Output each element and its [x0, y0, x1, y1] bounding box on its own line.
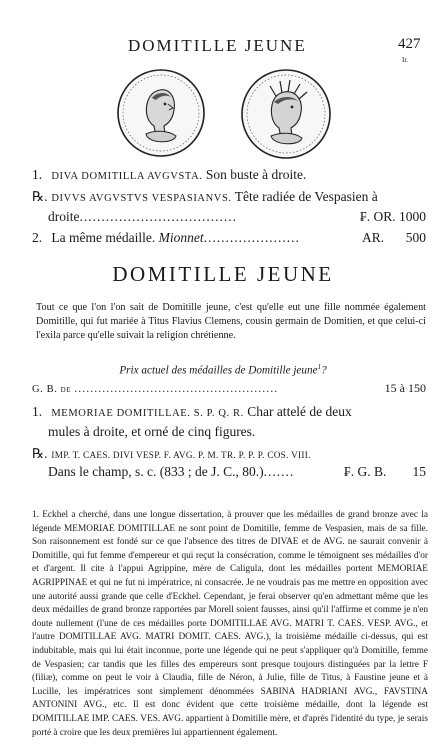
coin-description: Son buste à droite.	[205, 167, 307, 182]
coin-legend: IMP. T. CAES. DIVI VESP. F. AVG. P. M. TR. P. P. P. COS. VIII.	[51, 450, 311, 460]
domitilla-portrait-coin	[116, 68, 206, 158]
metal: ₣. OR.	[360, 209, 396, 224]
entry-2	[32, 230, 426, 246]
price: 500	[405, 230, 426, 245]
gb-label: G. B. de	[32, 384, 72, 395]
coin-description-cont: mules à droite, et orné de cinq figures.	[48, 424, 256, 439]
coin-legend: DIVA DOMITILLA AVGVSTA.	[51, 171, 203, 182]
coin-legend: DIVVS AVGVSTVS VESPASIANVS.	[51, 193, 232, 204]
gb-price-line	[32, 381, 426, 396]
coin-description-cont: Dans le champ, s. c. (833 ; de J. C., 80.)	[48, 464, 264, 479]
entry-number: 2.	[32, 230, 43, 245]
leader-dots: ....................................	[79, 209, 237, 224]
metal: ₣. G. B.	[344, 464, 387, 479]
price: 15	[412, 464, 426, 479]
reverse-mark: ℞.	[32, 446, 48, 461]
coin-description: La même médaille.	[51, 230, 156, 245]
entry-3-reverse	[32, 446, 311, 462]
gb-value: 15 à 150	[384, 381, 426, 395]
entry-1-reverse	[32, 189, 378, 205]
reverse-mark: ℞.	[32, 189, 48, 204]
coin-description: Tête radiée de Vespasien à	[234, 189, 378, 204]
entry-number: 1.	[32, 167, 43, 182]
footnote: 1. Eckhel a cherché, dans une longue dissertation, à prouver que les médailles de grand bronze avec la légende MEMORIAE DOMITILLAE ne sont point de Domitille, femme de Vespasien, mais de sa fille. Son raisonnement est fondé sur ce que l'absence des titres de DIVAE et de AVG. ne saurait convenir à Domitille, qui fut femme d'empereur et qui reçut la consécration, comme le témoignent ses médailles d'or et d'argent. Il cite à l'appui Agrippine, mère de Caligula, dont les médailles portent MEMORIAE AGRIPPINAE et qui ne fut ni impératrice, ni consacrée. Je ne voudrais pas me mettre en opposition avec une autorité aussi grande que celle d'Eckhel. Cependant, je ferai observer qu'en admettant même que les deux médailles de grand bronze rapportées par Morell soient fausses, ainsi qu'il l'affirme et comme je n'en doute nullement (l'une de ces médailles porte DOMITILLAE AVG. MATRI T. CAES. VESP. AVG., et l'autre DOMITILLAE AVG. MATRI DOMIT. CAES. AVG.), la troisième médaille ci-dessus, qui est indubitable, mais qui lui était inconnue, porte une légende qui ne peut s'appliquer qu'à Domitille, femme de Vespasien; car tandis que les filles des empereurs sont presque toujours distinguées par la lettre F (filiæ), comme on peut le voir à Claudia, fille de Néron, à Julie, fille de Titus, à Faustine jeune et à Lucille, les impératrices sont simplement dénommées SABINA HADRIANI AVG., FAVSTINA ANTONINI AVG., etc. Il est donc évident que cette troisième médaille, dont la légende est DOMITILLAE IMP. CAES. VES. AVG. appartient à Domitille mère, et d'après l'identité du type, je serais porté à croire que les deux premières lui appartiennent également.	[32, 510, 428, 738]
coin-description: Char attelé de deux	[247, 404, 352, 419]
intro-paragraph: Tout ce que l'on l'on sait de Domitille jeune, c'est qu'elle eut une fille nommée également Domitille, qui fut mariée à Titus Flavius Clemens, cousin germain de Domitien, et que celui-ci l'exila parce qu'elle suivait la religion chrétienne.	[36, 302, 426, 341]
footnote-ref: 1	[317, 363, 322, 371]
price-heading-text: Prix actuel des médailles de Domitille jeune	[119, 364, 318, 377]
signature-mark: Ir.	[402, 56, 409, 64]
running-title: DOMITILLE JEUNE	[128, 36, 307, 55]
entry-1-reverse-line2	[48, 209, 426, 225]
entry-3-obverse	[32, 404, 352, 420]
entry-3-obverse-line2	[48, 424, 255, 440]
coin-description-cont: droite	[48, 209, 80, 224]
page-number: 427	[398, 36, 421, 52]
coin-illustrations	[0, 68, 446, 158]
leader-dots: ...................................................	[74, 381, 279, 395]
price: 1000	[399, 209, 426, 224]
leader-dots: .......	[263, 464, 295, 479]
entry-number: 1.	[32, 404, 43, 419]
reference-author: Mionnet	[158, 230, 204, 245]
price-heading	[0, 363, 446, 377]
section-title: DOMITILLE JEUNE	[112, 262, 334, 286]
leader-dots: ......................	[203, 230, 300, 245]
vespasian-radiate-coin	[240, 68, 332, 160]
coin-legend: MEMORIAE DOMITILLAE. S. P. Q. R.	[51, 408, 244, 419]
entry-1-obverse	[32, 167, 306, 183]
entry-3-reverse-line2	[48, 464, 426, 480]
metal: AR.	[362, 230, 385, 245]
price-heading-mark: ?	[321, 364, 327, 377]
